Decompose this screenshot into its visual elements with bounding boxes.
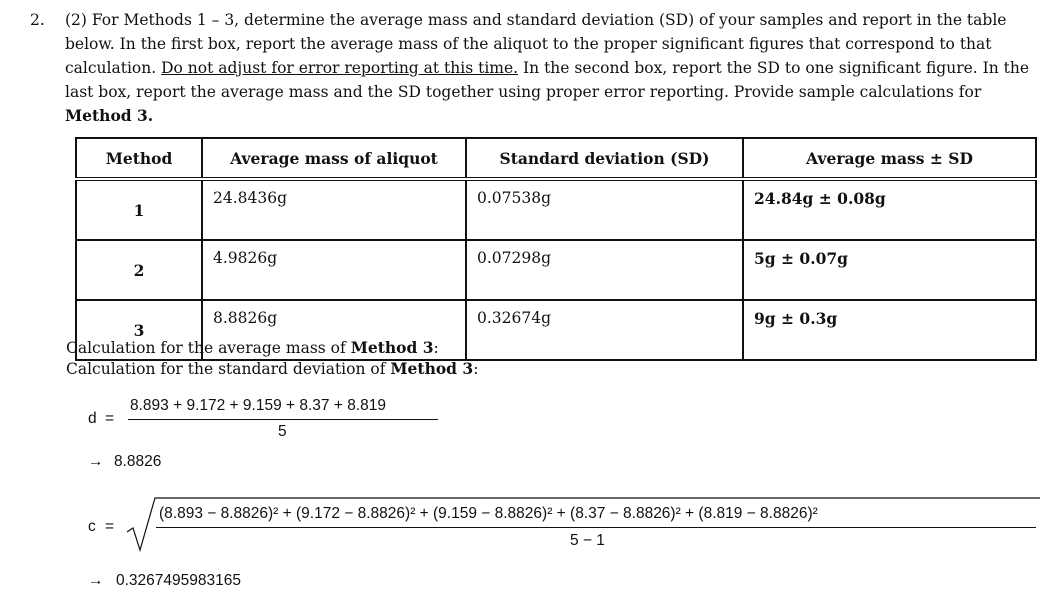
header-method: Method bbox=[76, 138, 202, 179]
combined-cell[interactable]: 5g ± 0.07g bbox=[743, 240, 1036, 300]
c-equals: = bbox=[105, 518, 115, 535]
avg-mass-cell[interactable]: 8.8826g bbox=[202, 300, 466, 360]
d-denominator: 5 bbox=[278, 423, 287, 440]
combined-cell[interactable]: 9g ± 0.3g bbox=[743, 300, 1036, 360]
c-denominator: 5 − 1 bbox=[570, 532, 605, 549]
c-result: 0.3267495983165 bbox=[116, 572, 241, 589]
header-average-mass-sd: Average mass ± SD bbox=[743, 138, 1036, 179]
question-number: 2. bbox=[30, 11, 45, 29]
sd-cell[interactable]: 0.07538g bbox=[466, 179, 743, 240]
sd-cell[interactable]: 0.32674g bbox=[466, 300, 743, 360]
avg-calc-bold: Method 3 bbox=[350, 338, 434, 357]
sd-calc-label bbox=[66, 359, 478, 378]
method-cell: 2 bbox=[76, 240, 202, 300]
question-bold-end: Method 3. bbox=[65, 106, 154, 125]
avg-calc-prefix: Calculation for the average mass of bbox=[66, 339, 346, 357]
question-suffix: In the second box, report the SD to one significant figure. In the last box, report the average mass and the SD together using proper error reporting. Provide sample calculations for bbox=[65, 59, 1030, 101]
sd-cell[interactable]: 0.07298g bbox=[466, 240, 743, 300]
c-fraction-bar bbox=[156, 527, 1036, 528]
d-equals: = bbox=[105, 410, 115, 427]
d-result-arrow: → bbox=[88, 453, 104, 470]
avg-mass-cell[interactable]: 24.8436g bbox=[202, 179, 466, 240]
table-row bbox=[76, 179, 1036, 240]
question-prefix: (2) For Methods 1 – 3, determine the average mass and standard deviation (SD) of your samples and report in the table below. In the first box, report the average mass of the aliquot to the proper significant figures that correspond to that calculation. bbox=[65, 11, 1007, 77]
c-variable: c bbox=[88, 518, 96, 535]
d-result: 8.8826 bbox=[114, 453, 162, 470]
results-table bbox=[75, 137, 1037, 361]
sd-calc-prefix: Calculation for the standard deviation of bbox=[66, 360, 386, 378]
table-header-row bbox=[76, 138, 1036, 179]
sd-calc-bold: Method 3 bbox=[390, 359, 474, 378]
header-average-mass: Average mass of aliquot bbox=[202, 138, 466, 179]
c-numerator: (8.893 − 8.8826)² + (9.172 − 8.8826)² + (9.159 − 8.8826)² + (8.37 − 8.8826)² + (8.819 − 8.8826)² bbox=[159, 505, 818, 522]
avg-mass-cell[interactable]: 4.9826g bbox=[202, 240, 466, 300]
sd-calc-suffix: : bbox=[473, 360, 479, 378]
avg-calc-suffix: : bbox=[433, 339, 439, 357]
d-fraction-bar bbox=[128, 419, 438, 420]
method-cell: 1 bbox=[76, 179, 202, 240]
combined-cell[interactable]: 24.84g ± 0.08g bbox=[743, 179, 1036, 240]
avg-calc-label bbox=[66, 338, 439, 357]
header-standard-deviation: Standard deviation (SD) bbox=[466, 138, 743, 179]
d-variable: d bbox=[88, 410, 97, 427]
question-underlined: Do not adjust for error reporting at this time. bbox=[161, 59, 519, 77]
table-row bbox=[76, 240, 1036, 300]
question-text bbox=[65, 8, 1030, 128]
c-result-arrow: → bbox=[88, 572, 104, 589]
d-numerator: 8.893 + 9.172 + 9.159 + 8.37 + 8.819 bbox=[130, 397, 386, 414]
question-block bbox=[30, 8, 1030, 128]
method-cell: 3 bbox=[76, 300, 202, 360]
